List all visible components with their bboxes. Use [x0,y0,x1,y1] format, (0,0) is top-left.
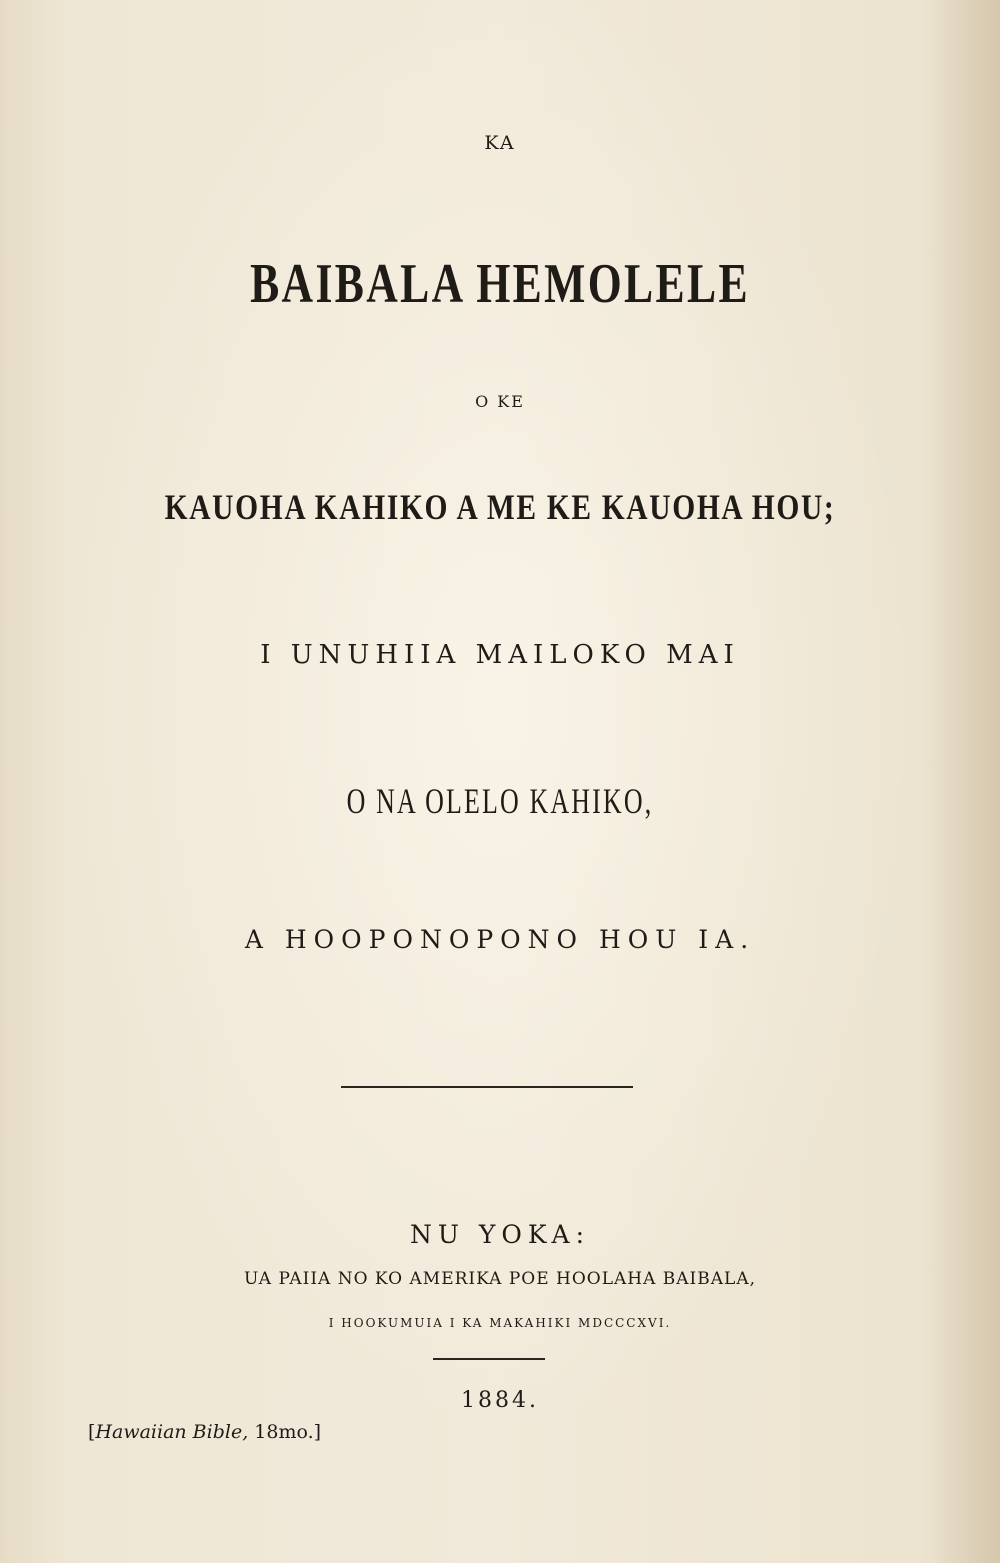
short-divider-rule [433,1358,545,1360]
main-title: BAIBALA HEMOLELE [250,253,750,315]
imprint-place: NU YOKA: [409,1220,591,1249]
imprint-year: 1884. [461,1388,539,1413]
edition-footnote [88,1421,321,1443]
imprint-publisher: UA PAIIA NO KO AMERIKA POE HOOLAHA BAIBALA, [243,1269,757,1289]
original-tongues-line: O NA OLELO KAHIKO, [346,781,654,821]
heading-o-ke: O KE [475,392,525,411]
heading-ka: KA [484,132,516,154]
footnote-label: Hawaiian Bible, [95,1421,249,1443]
translated-from-line: I UNUHIIA MAILOKO MAI [260,640,740,670]
subtitle-testaments: KAUOHA KAHIKO A ME KE KAUOHA HOU; [164,487,836,527]
footnote-open-bracket: [ [88,1421,96,1443]
footnote-close-bracket: ] [313,1421,322,1443]
imprint-founded: I HOOKUMUIA I KA MAKAHIKI MDCCCXVI. [328,1316,672,1330]
footnote-format: 18mo. [248,1421,314,1443]
divider-rule [341,1086,633,1088]
revised-line: A HOOPONOPONO HOU IA. [244,925,756,954]
